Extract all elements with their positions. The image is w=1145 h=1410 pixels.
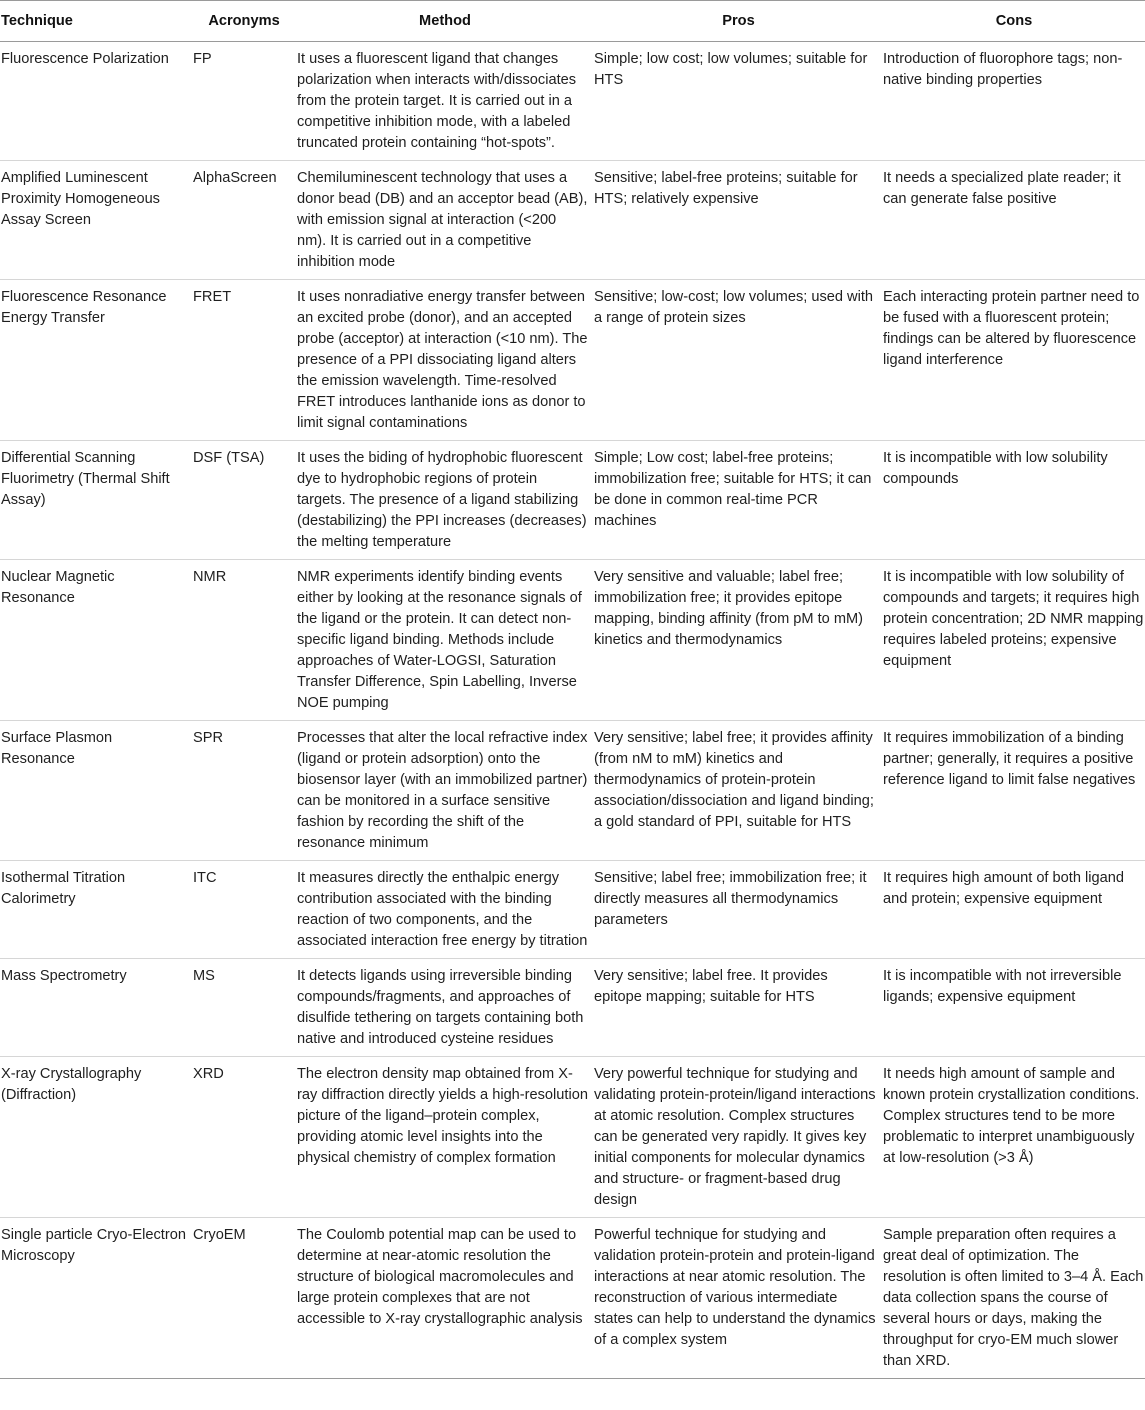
pros-cell: Sensitive; label-free proteins; suitable for HTS; relatively expensive — [594, 161, 883, 280]
technique-cell: Nuclear Magnetic Resonance — [0, 560, 192, 721]
technique-cell: X-ray Crystallography (Diffraction) — [0, 1057, 192, 1218]
header-technique: Technique — [0, 1, 192, 42]
cons-cell: It requires immobilization of a binding partner; generally, it requires a positive reference ligand to limit false negatives — [883, 721, 1145, 861]
cons-cell: It is incompatible with low solubility of compounds and targets; it requires high protein concentration; 2D NMR mapping requires labeled proteins; expensive equipment — [883, 560, 1145, 721]
cons-cell: Each interacting protein partner need to be fused with a fluorescent protein; findings can be altered by fluorescence ligand interference — [883, 280, 1145, 441]
header-pros: Pros — [594, 1, 883, 42]
method-cell: The electron density map obtained from X-ray diffraction directly yields a high-resolution picture of the ligand–protein complex, providing atomic level insights into the physical chemistry of complex formation — [296, 1057, 594, 1218]
pros-cell: Sensitive; low-cost; low volumes; used with a range of protein sizes — [594, 280, 883, 441]
header-method: Method — [296, 1, 594, 42]
header-row — [0, 1, 1145, 42]
acronym-cell: XRD — [192, 1057, 296, 1218]
technique-cell: Isothermal Titration Calorimetry — [0, 861, 192, 959]
method-cell: NMR experiments identify binding events either by looking at the resonance signals of the ligand or the protein. It can detect non-specific ligand binding. Methods include approaches of Water-LOGSI, Saturation Transfer Difference, Spin Labelling, Inverse NOE pumping — [296, 560, 594, 721]
acronym-cell: MS — [192, 959, 296, 1057]
technique-cell: Single particle Cryo-Electron Microscopy — [0, 1218, 192, 1379]
technique-cell: Surface Plasmon Resonance — [0, 721, 192, 861]
acronym-cell: DSF (TSA) — [192, 441, 296, 560]
pros-cell: Simple; Low cost; label-free proteins; immobilization free; suitable for HTS; it can be done in common real-time PCR machines — [594, 441, 883, 560]
method-cell: It detects ligands using irreversible binding compounds/fragments, and approaches of disulfide tethering on targets containing both native and introduced cysteine residues — [296, 959, 594, 1057]
table-row — [0, 560, 1145, 721]
pros-cell: Very sensitive and valuable; label free; immobilization free; it provides epitope mapping, binding affinity (from pM to mM) kinetics and thermodynamics — [594, 560, 883, 721]
acronym-cell: ITC — [192, 861, 296, 959]
acronym-cell: CryoEM — [192, 1218, 296, 1379]
header-acronyms: Acronyms — [192, 1, 296, 42]
method-cell: Processes that alter the local refractive index (ligand or protein adsorption) onto the biosensor layer (with an immobilized partner) can be monitored in a surface sensitive fashion by recording the shift of the resonance minimum — [296, 721, 594, 861]
acronym-cell: SPR — [192, 721, 296, 861]
pros-cell: Powerful technique for studying and validation protein-protein and protein-ligand interactions at near atomic resolution. The reconstruction of various intermediate states can help to understand the dynamics of a complex system — [594, 1218, 883, 1379]
cons-cell: It needs a specialized plate reader; it can generate false positive — [883, 161, 1145, 280]
method-cell: It uses nonradiative energy transfer between an excited probe (donor), and an accepted probe (acceptor) at interaction (<10 nm). The presence of a PPI dissociating ligand alters the emission wavelength. Time-resolved FRET introduces lanthanide ions as donor to limit signal contaminations — [296, 280, 594, 441]
table-row — [0, 441, 1145, 560]
table-row — [0, 861, 1145, 959]
header-cons: Cons — [883, 1, 1145, 42]
pros-cell: Very sensitive; label free. It provides epitope mapping; suitable for HTS — [594, 959, 883, 1057]
method-cell: It uses the biding of hydrophobic fluorescent dye to hydrophobic regions of protein targets. The presence of a ligand stabilizing (destabilizing) the PPI increases (decreases) the melting temperature — [296, 441, 594, 560]
cons-cell: It needs high amount of sample and known protein crystallization conditions. Complex structures tend to be more problematic to interpret unambiguously at low-resolution (>3 Å) — [883, 1057, 1145, 1218]
technique-cell: Amplified Luminescent Proximity Homogeneous Assay Screen — [0, 161, 192, 280]
pros-cell: Simple; low cost; low volumes; suitable for HTS — [594, 42, 883, 161]
technique-cell: Differential Scanning Fluorimetry (Thermal Shift Assay) — [0, 441, 192, 560]
acronym-cell: NMR — [192, 560, 296, 721]
cons-cell: It requires high amount of both ligand and protein; expensive equipment — [883, 861, 1145, 959]
table-header — [0, 1, 1145, 42]
cons-cell: Sample preparation often requires a great deal of optimization. The resolution is often limited to 3–4 Å. Each data collection spans the course of several hours or days, making the throughput for cryo-EM much slower than XRD. — [883, 1218, 1145, 1379]
table-row — [0, 42, 1145, 161]
acronym-cell: AlphaScreen — [192, 161, 296, 280]
pros-cell: Very powerful technique for studying and validating protein-protein/ligand interactions at atomic resolution. Complex structures can be generated very rapidly. It gives key initial components for molecular dynamics and structure- or fragment-based drug design — [594, 1057, 883, 1218]
acronym-cell: FP — [192, 42, 296, 161]
technique-cell: Fluorescence Resonance Energy Transfer — [0, 280, 192, 441]
cons-cell: It is incompatible with low solubility compounds — [883, 441, 1145, 560]
table-row — [0, 161, 1145, 280]
table-row — [0, 1057, 1145, 1218]
table-row — [0, 280, 1145, 441]
method-cell: Chemiluminescent technology that uses a donor bead (DB) and an acceptor bead (AB), with emission signal at interaction (<200 nm). It is carried out in a competitive inhibition mode — [296, 161, 594, 280]
table-row — [0, 959, 1145, 1057]
technique-cell: Mass Spectrometry — [0, 959, 192, 1057]
cons-cell: Introduction of fluorophore tags; non-native binding properties — [883, 42, 1145, 161]
pros-cell: Very sensitive; label free; it provides affinity (from nM to mM) kinetics and thermodynamics of protein-protein association/dissociation and ligand binding; a gold standard of PPI, suitable for HTS — [594, 721, 883, 861]
technique-cell: Fluorescence Polarization — [0, 42, 192, 161]
table-row — [0, 721, 1145, 861]
acronym-cell: FRET — [192, 280, 296, 441]
method-cell: It measures directly the enthalpic energy contribution associated with the binding reaction of two components, and the associated interaction free energy by titration — [296, 861, 594, 959]
method-cell: The Coulomb potential map can be used to determine at near-atomic resolution the structure of biological macromolecules and large protein complexes that are not accessible to X-ray crystallographic analysis — [296, 1218, 594, 1379]
table-row — [0, 1218, 1145, 1379]
table-body — [0, 42, 1145, 1379]
method-cell: It uses a fluorescent ligand that changes polarization when interacts with/dissociates from the protein target. It is carried out in a competitive inhibition mode, with a labeled truncated protein containing “hot-spots”. — [296, 42, 594, 161]
cons-cell: It is incompatible with not irreversible ligands; expensive equipment — [883, 959, 1145, 1057]
pros-cell: Sensitive; label free; immobilization free; it directly measures all thermodynamics parameters — [594, 861, 883, 959]
